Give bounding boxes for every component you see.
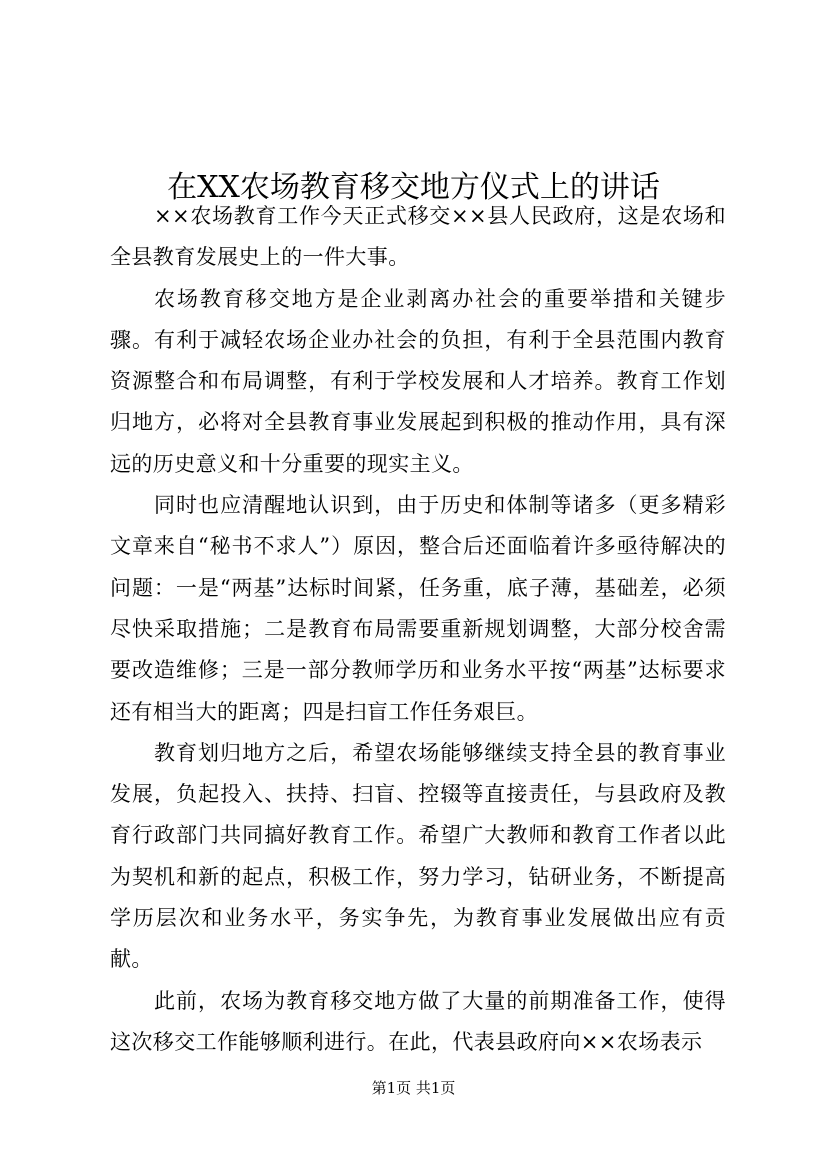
paragraph-4: 教育划归地方之后，希望农场能够继续支持全县的教育事业发展，负起投入、扶持、扫盲、控辍等直接责任，与县政府及教育行政部门共同搞好教育工作。希望广大教师和教育工作者以此为契机和新的起点，积极工作，努力学习，钻研业务，不断提高学历层次和业务水平，务实争先，为教育事业发展做出应有贡献。 — [110, 740, 726, 972]
document-body — [110, 196, 726, 1063]
document-title: 在XX农场教育移交地方仪式上的讲话 — [167, 170, 660, 206]
page-footer: 第1页 共1页 — [371, 1079, 456, 1097]
paragraph-2: 农场教育移交地方是企业剥离办社会的重要举措和关键步骤。有利于减轻农场企业办社会的负担，有利于全县范围内教育资源整合和布局调整，有利于学校发展和人才培养。教育工作划归地方，必将对全县教育事业发展起到积极的推动作用，具有深远的历史意义和十分重要的现实主义。 — [110, 286, 726, 476]
paragraph-1: ××农场教育工作今天正式移交××县人民政府，这是农场和全县教育发展史上的一件大事。 — [110, 204, 726, 270]
paragraph-3: 同时也应清醒地认识到，由于历史和体制等诸多（更多精彩文章来自“秘书不求人”）原因，整合后还面临着许多亟待解决的问题：一是“两基”达标时间紧，任务重，底子薄，基础差，必须尽快采取措施；二是教育布局需要重新规划调整，大部分校舍需要改造维修；三是一部分教师学历和业务水平按“两基”达标要求还有相当大的距离；四是扫盲工作任务艰巨。 — [110, 493, 726, 724]
paragraph-5: 此前，农场为教育移交地方做了大量的前期准备工作，使得这次移交工作能够顺利进行。在此，代表县政府向××农场表示 — [110, 988, 726, 1054]
